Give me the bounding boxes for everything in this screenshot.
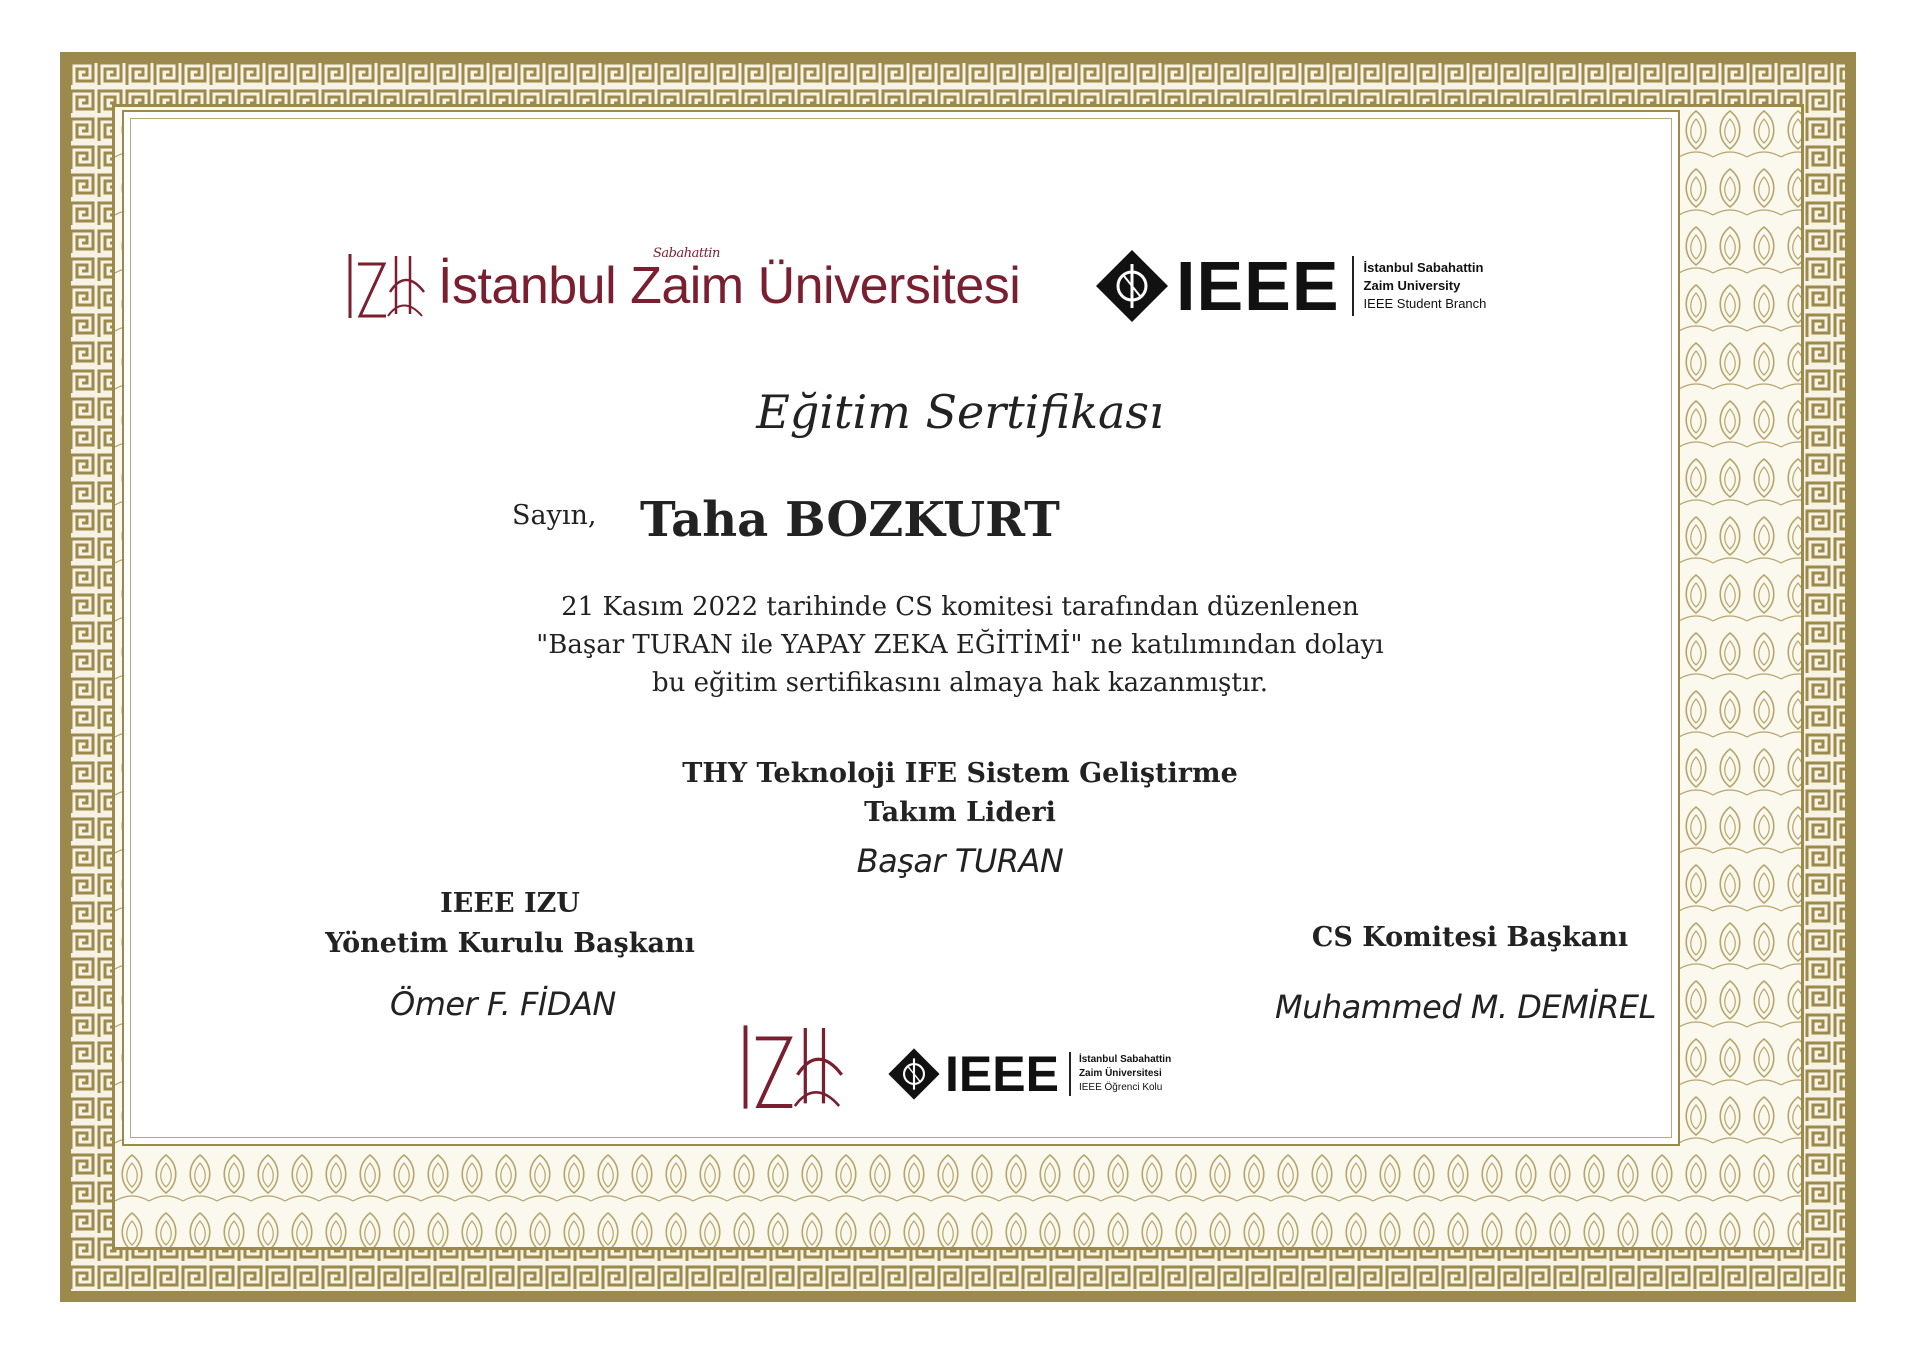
university-logo [344, 246, 1020, 326]
committee-title: CS Komitesi Başkanı [1311, 922, 1629, 953]
izu-mark-icon [735, 1015, 847, 1119]
greeting: Sayın, [512, 500, 597, 531]
ieee-logo-small [887, 1045, 1171, 1103]
ieee-wordmark: IEEE [1176, 247, 1340, 325]
body-line: bu eğitim sertifikasını almaya hak kazanmıştır. [652, 668, 1268, 698]
ieee-divider [1352, 256, 1354, 316]
chair-title: IEEE IZU Yönetim Kurulu Başkanı [325, 888, 695, 959]
university-name: İstanbul Zaim Üniversitesi Sabahattin [438, 246, 1021, 315]
body-line: "Başar TURAN ile YAPAY ZEKA EĞİTİMİ" ne katılımından dolayı [536, 630, 1384, 660]
university-name-sub: Sabahattin [653, 246, 720, 261]
instructor-title: THY Teknoloji IFE Sistem Geliştirme Takım Lideri [682, 758, 1238, 828]
ieee-diamond-icon [887, 1047, 941, 1101]
certificate-body [0, 588, 1920, 702]
recipient-name: Taha BOZKURT [640, 492, 1060, 548]
ieee-divider [1069, 1052, 1071, 1096]
body-line: 21 Kasım 2022 tarihinde CS komitesi tarafından düzenlenen [561, 592, 1359, 622]
ieee-wordmark: IEEE [945, 1046, 1059, 1102]
izu-mark-icon [344, 246, 426, 326]
committee-signature: Muhammed M. DEMİREL [1275, 988, 1656, 1026]
certificate-title: Eğitim Sertifikası [756, 385, 1164, 439]
ieee-branch-caption: İstanbul Sabahattin Zaim Üniversitesi IEEE Öğrenci Kolu [1078, 1054, 1172, 1093]
footer-logos [735, 1015, 1235, 1115]
ieee-diamond-icon [1094, 248, 1170, 324]
header-logos [0, 236, 1920, 336]
chair-signature: Ömer F. FİDAN [390, 985, 616, 1023]
ieee-logo [1094, 246, 1486, 326]
ieee-branch-caption: İstanbul Sabahattin Zaim University IEEE Student Branch [1363, 260, 1487, 311]
instructor-signature: Başar TURAN [856, 842, 1064, 880]
